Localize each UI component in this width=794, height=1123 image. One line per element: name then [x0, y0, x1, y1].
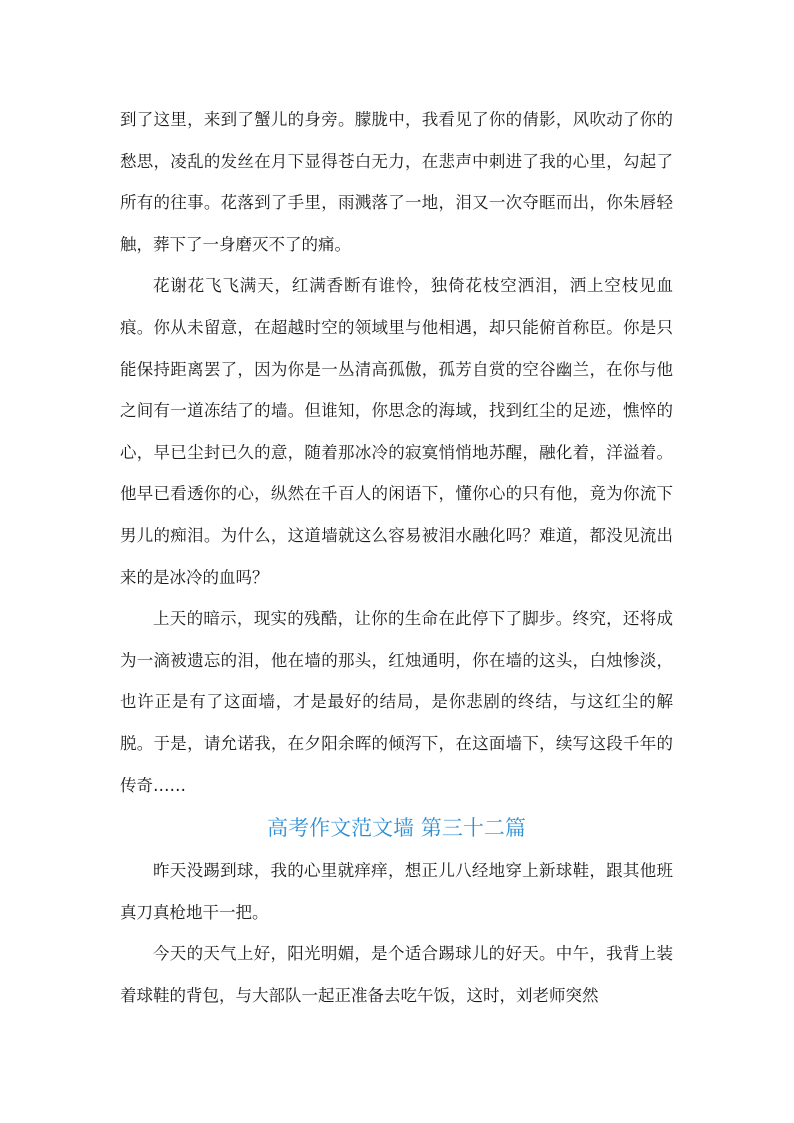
document-body — [120, 99, 673, 1016]
paragraph-5: 今天的天气上好，阳光明媚，是个适合踢球儿的好天。中午，我背上装着球鞋的背包，与大部队一起正准备去吃午饭，这时，刘老师突然 — [120, 944, 673, 1005]
section-heading: 高考作文范文墙 第三十二篇 — [267, 816, 526, 841]
paragraph-1: 到了这里，来到了蟹儿的身旁。朦胧中，我看见了你的倩影，风吹动了你的愁思，凌乱的发丝在月下显得苍白无力，在悲声中刺进了我的心里，勾起了所有的往事。花落到了手里，雨溅落了一地，泪又一次夺眶而出，你朱唇轻触，葬下了一身磨灭不了的痛。 — [120, 110, 673, 254]
paragraph-3: 上天的暗示，现实的残酷，让你的生命在此停下了脚步。终究，还将成为一滴被遗忘的泪，他在墙的那头，红烛通明，你在墙的这头，白烛惨淡，也许正是有了这面墙，才是最好的结局，是你悲剧的终结，与这红尘的解脱。于是，请允诺我，在夕阳余晖的倾泻下，在这面墙下，续写这段千年的传奇…… — [120, 609, 673, 795]
paragraph-2: 花谢花飞飞满天，红满香断有谁怜，独倚花枝空洒泪，洒上空枝见血痕。你从未留意，在超越时空的领域里与他相遇，却只能俯首称臣。你是只能保持距离罢了，因为你是一丛清高孤傲，孤芳自赏的空谷幽兰，在你与他之间有一道冻结了的墙。但谁知，你思念的海域，找到红尘的足迹，憔悴的心，早已尘封已久的意，随着那冰冷的寂寞悄悄地苏醒，融化着，洋溢着。他早已看透你的心，纵然在千百人的闲语下，懂你心的只有他，竟为你流下男儿的痴泪。为什么，这道墙就这么容易被泪水融化吗？难道，都没见流出来的是冰冷的血吗？ — [120, 276, 673, 587]
paragraph-4: 昨天没踢到球，我的心里就痒痒，想正儿八经地穿上新球鞋，跟其他班真刀真枪地干一把。 — [120, 861, 673, 922]
